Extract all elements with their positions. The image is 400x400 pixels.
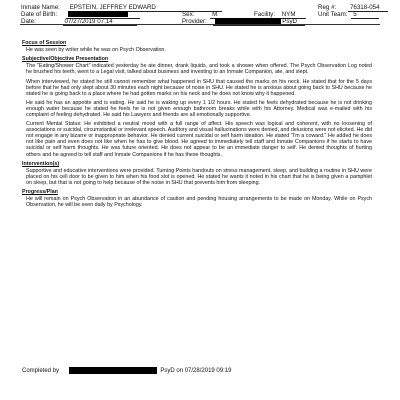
facility-value: NYM — [280, 11, 306, 19]
completed-by-label: Completed by — [22, 368, 60, 375]
focus-text: He was seen by writer while he was on Psych Observation. — [26, 47, 166, 54]
intervention-heading: Intervention(s) — [22, 160, 60, 167]
subjective-paragraph-2: When interviewed, he stated he still cannot remember what happened in SHU that caused the marks on his neck. He stated that for the 5 days before that he had only slept about 30 minutes each night because of noise in SHU. He stated he is anxious about going back to SHU because he stated he is going back to a place where he had gotten marks on his neck and he does not know why it happened. — [26, 78, 372, 97]
completed-by-suffix: PsyD on 07/28/2019 09:19 — [160, 368, 232, 375]
header-divider — [20, 24, 380, 25]
unit-team-label: Unit Team: — [318, 11, 348, 18]
facility-label: Facility: — [254, 11, 275, 18]
provider-label: Provider: — [182, 18, 207, 25]
reg-value: 76318-054 — [348, 4, 388, 12]
subjective-paragraph-1: The "Eating/Shower Chart" indicated yesterday he ate dinner, drank liquids, and took a shower when offered. The Psych Observation Log noted he brushed his teeth, went to a Legal visit, talked about business and investing to an Inmate Companion, ate, and slept. — [26, 63, 372, 76]
date-label: Date: — [21, 18, 36, 25]
subjective-paragraph-3: He said he has an appetite and is eating. He said he is waking up every 1 1/2 hours. He stated he feels dehydrated because he is not drinking enough water because he stated he feels he is not given enough bathroom breaks while with his Attorney. Medical was e-mailed with his complaint of feeling dehydrated. He said his Lawyers and friends are all emotionally supportive. — [26, 99, 372, 119]
reg-label: Reg #: — [318, 4, 337, 11]
completed-by-row — [22, 367, 231, 374]
progress-text: He will remain on Psych Observation in an abundance of caution and pending housing arrangements to be made on Monday. While on Psych Observation, he will be seen daily by Psychology. — [26, 196, 372, 209]
sex-value: M — [210, 11, 240, 19]
provider-suffix: PsyD — [282, 18, 298, 25]
date-value: 07/27/2019 07:14 — [63, 18, 137, 26]
focus-heading: Focus of Session — [22, 40, 67, 46]
intervention-text: Supportive and educative interventions were provided. Turning Points handouts on stress management, sleep, and building a routine in SHU were placed on his cell door to be given to him when his food slot is opened. He stated he wants it noted in his chart that he is being given a pamphlet on sleep, but that is not going to help because of the noise in SHU that prevents him from sleeping. — [26, 167, 372, 186]
dob-label: Date of Birth: — [21, 11, 58, 18]
progress-heading: Progress/Plan — [22, 189, 58, 196]
inmate-name-label: Inmate Name: — [21, 4, 60, 11]
redaction-bar — [69, 367, 157, 374]
redaction-bar — [68, 11, 128, 17]
unit-team-row — [318, 11, 379, 19]
mental-status-paragraph: Current Mental Status: He exhibited a neutral mood with a full range of affect. His speech was logical and coherent, with no loosening of associations or suicidal, circumstantial or irrelevant speech. Auditory and visual hallucinations were denied, and delusions were not elicited. He did not engage in any bizarre or inappropriate behavior. He denied current suicidal or self harm ideation. He stated "I'm a coward." He added he does not like pain and even does not like when he has to give blood. He agreed to immediately tell staff and Inmate Companions if he starts to have suicidal or self harm thoughts. He was future oriented. He does not appear to be an immediate danger to self. He denied thoughts of hurting others and he agreed to tell staff and Inmate Companions if he has these thoughts. — [26, 121, 372, 158]
inmate-name-value: EPSTEIN, JEFFREY EDWARD — [68, 4, 222, 12]
note-body — [22, 40, 372, 211]
sex-label: Sex: — [182, 11, 195, 18]
subjective-heading: Subjective/Objective Presentation — [22, 56, 109, 63]
unit-team-value: 5 — [351, 11, 379, 19]
